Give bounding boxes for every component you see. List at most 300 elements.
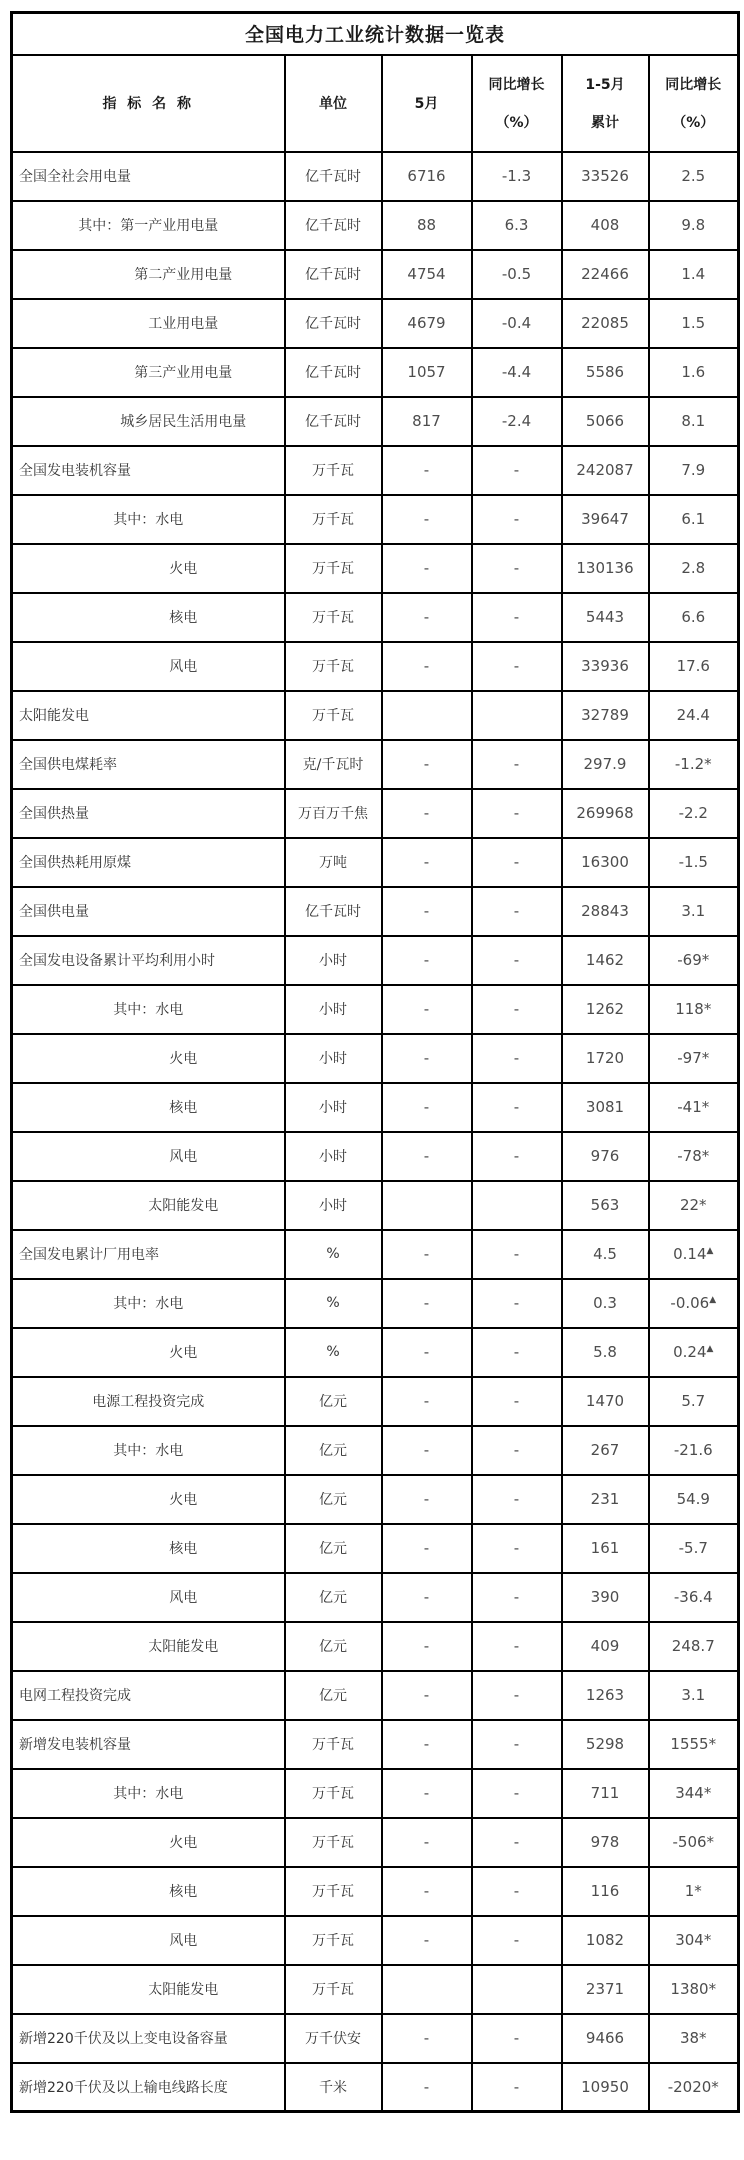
column-header-row (12, 55, 739, 152)
may-value-cell: 1057 (382, 348, 472, 397)
cumulative-value-cell: 116 (562, 1867, 649, 1916)
may-value-cell: - (382, 887, 472, 936)
may-value-cell: - (382, 2063, 472, 2112)
may-value-cell: - (382, 838, 472, 887)
cumulative-yoy-cell: 1.6 (649, 348, 739, 397)
cumulative-value-cell: 33936 (562, 642, 649, 691)
may-value-cell (382, 1181, 472, 1230)
cumulative-value-cell: 9466 (562, 2014, 649, 2063)
table-row (12, 2063, 739, 2112)
unit-cell: 亿元 (285, 1475, 382, 1524)
unit-cell: 亿千瓦时 (285, 887, 382, 936)
table-row (12, 1916, 739, 1965)
unit-cell: 亿千瓦时 (285, 348, 382, 397)
cumulative-value-cell: 33526 (562, 152, 649, 201)
col-header-indicator: 指 标 名 称 (12, 55, 285, 152)
may-yoy-cell: 6.3 (472, 201, 562, 250)
may-value-cell: - (382, 1083, 472, 1132)
indicator-cell: 新增220千伏及以上变电设备容量 (12, 2014, 285, 2063)
cumulative-yoy-cell: 7.9 (649, 446, 739, 495)
cumulative-yoy-cell: -21.6 (649, 1426, 739, 1475)
col-header-cumulative-yoy-line2: （%） (672, 115, 715, 132)
may-yoy-cell: - (472, 1867, 562, 1916)
may-value-cell: - (382, 495, 472, 544)
may-value-cell: - (382, 1279, 472, 1328)
table-row (12, 985, 739, 1034)
indicator-cell: 电网工程投资完成 (12, 1671, 285, 1720)
unit-cell: 亿元 (285, 1573, 382, 1622)
cumulative-yoy-cell: -0.06▲ (649, 1279, 739, 1328)
may-value-cell: 817 (382, 397, 472, 446)
indicator-cell: 风电 (12, 1916, 285, 1965)
may-yoy-cell: - (472, 1916, 562, 1965)
may-yoy-cell: - (472, 1328, 562, 1377)
may-value-cell: - (382, 593, 472, 642)
cumulative-yoy-cell: 17.6 (649, 642, 739, 691)
may-yoy-cell: - (472, 1034, 562, 1083)
cumulative-yoy-cell: 3.1 (649, 1671, 739, 1720)
table-row (12, 1671, 739, 1720)
may-value-cell: - (382, 985, 472, 1034)
col-header-cumulative-yoy-line1: 同比增长 (665, 76, 722, 93)
cumulative-value-cell: 22085 (562, 299, 649, 348)
statistics-table (10, 11, 740, 2113)
cumulative-value-cell: 297.9 (562, 740, 649, 789)
cumulative-value-cell: 976 (562, 1132, 649, 1181)
may-yoy-cell: - (472, 1230, 562, 1279)
may-yoy-cell: - (472, 1671, 562, 1720)
indicator-cell: 风电 (12, 1132, 285, 1181)
may-yoy-cell: - (472, 1132, 562, 1181)
may-value-cell (382, 1965, 472, 2014)
table-row (12, 152, 739, 201)
unit-cell: 亿千瓦时 (285, 397, 382, 446)
indicator-cell: 火电 (12, 1034, 285, 1083)
indicator-cell: 火电 (12, 544, 285, 593)
indicator-cell: 其中：水电 (12, 1769, 285, 1818)
unit-cell: 万千瓦 (285, 593, 382, 642)
table-row (12, 1083, 739, 1132)
may-value-cell: - (382, 1426, 472, 1475)
indicator-cell: 新增220千伏及以上输电线路长度 (12, 2063, 285, 2112)
cumulative-value-cell: 1462 (562, 936, 649, 985)
indicator-cell: 其中：水电 (12, 1426, 285, 1475)
cumulative-value-cell: 39647 (562, 495, 649, 544)
table-row (12, 201, 739, 250)
table-row (12, 299, 739, 348)
may-yoy-cell: - (472, 495, 562, 544)
indicator-cell: 第三产业用电量 (12, 348, 285, 397)
unit-cell: 万千瓦 (285, 1867, 382, 1916)
may-value-cell: 6716 (382, 152, 472, 201)
cumulative-yoy-cell: 304* (649, 1916, 739, 1965)
up-triangle-marker: ▲ (706, 1344, 714, 1354)
cumulative-yoy-cell: -5.7 (649, 1524, 739, 1573)
may-value-cell: - (382, 1328, 472, 1377)
may-yoy-cell: - (472, 1475, 562, 1524)
indicator-cell: 核电 (12, 1867, 285, 1916)
col-header-cumulative-line1: 1-5月 (585, 76, 625, 93)
col-header-unit: 单位 (285, 55, 382, 152)
cumulative-yoy-cell: 9.8 (649, 201, 739, 250)
cumulative-yoy-cell: 248.7 (649, 1622, 739, 1671)
cumulative-yoy-cell: 54.9 (649, 1475, 739, 1524)
unit-cell: % (285, 1328, 382, 1377)
indicator-cell: 新增发电装机容量 (12, 1720, 285, 1769)
unit-cell: 万千瓦 (285, 1818, 382, 1867)
may-value-cell: - (382, 789, 472, 838)
page-title: 全国电力工业统计数据一览表 (12, 13, 739, 55)
cumulative-yoy-cell: 22* (649, 1181, 739, 1230)
cumulative-yoy-cell: 3.1 (649, 887, 739, 936)
cumulative-yoy-cell: 38* (649, 2014, 739, 2063)
unit-cell: 万千瓦 (285, 1916, 382, 1965)
may-value-cell (382, 691, 472, 740)
indicator-cell: 全国发电装机容量 (12, 446, 285, 495)
may-value-cell: - (382, 1671, 472, 1720)
indicator-cell: 风电 (12, 642, 285, 691)
cumulative-value-cell: 1262 (562, 985, 649, 1034)
cumulative-yoy-cell: 24.4 (649, 691, 739, 740)
col-header-may-yoy-line2: （%） (495, 115, 538, 132)
unit-cell: 克/千瓦时 (285, 740, 382, 789)
cumulative-value-cell: 269968 (562, 789, 649, 838)
cumulative-value-cell: 1470 (562, 1377, 649, 1426)
unit-cell: 亿千瓦时 (285, 152, 382, 201)
may-yoy-cell: - (472, 936, 562, 985)
cumulative-yoy-cell: 5.7 (649, 1377, 739, 1426)
may-value-cell: - (382, 1230, 472, 1279)
cumulative-yoy-cell: -2.2 (649, 789, 739, 838)
title-row (12, 13, 739, 55)
may-value-cell: - (382, 1377, 472, 1426)
cumulative-value-cell: 1082 (562, 1916, 649, 1965)
cumulative-value-cell: 5586 (562, 348, 649, 397)
unit-cell: 亿千瓦时 (285, 201, 382, 250)
cumulative-value-cell: 161 (562, 1524, 649, 1573)
unit-cell: 万千瓦 (285, 446, 382, 495)
may-yoy-cell: - (472, 1769, 562, 1818)
unit-cell: 千米 (285, 2063, 382, 2112)
may-value-cell: - (382, 446, 472, 495)
cumulative-yoy-cell: 118* (649, 985, 739, 1034)
indicator-cell: 风电 (12, 1573, 285, 1622)
cumulative-value-cell: 390 (562, 1573, 649, 1622)
indicator-cell: 其中：水电 (12, 495, 285, 544)
table-row (12, 838, 739, 887)
cumulative-yoy-cell: -36.4 (649, 1573, 739, 1622)
table-row (12, 1475, 739, 1524)
indicator-cell: 核电 (12, 593, 285, 642)
cumulative-yoy-cell: -97* (649, 1034, 739, 1083)
cumulative-yoy-cell: 2.8 (649, 544, 739, 593)
cumulative-yoy-cell: 6.6 (649, 593, 739, 642)
indicator-cell: 火电 (12, 1328, 285, 1377)
cumulative-value-cell: 5443 (562, 593, 649, 642)
table-row (12, 593, 739, 642)
table-row (12, 642, 739, 691)
cumulative-value-cell: 1720 (562, 1034, 649, 1083)
table-row (12, 936, 739, 985)
cumulative-yoy-cell: 1.4 (649, 250, 739, 299)
indicator-cell: 工业用电量 (12, 299, 285, 348)
may-value-cell: - (382, 1622, 472, 1671)
indicator-cell: 全国供电量 (12, 887, 285, 936)
may-yoy-cell (472, 1181, 562, 1230)
col-header-may-yoy (472, 55, 562, 152)
indicator-cell: 太阳能发电 (12, 691, 285, 740)
table-row (12, 1328, 739, 1377)
may-yoy-cell: - (472, 887, 562, 936)
cumulative-yoy-cell: 1.5 (649, 299, 739, 348)
unit-cell: % (285, 1230, 382, 1279)
unit-cell: 亿元 (285, 1426, 382, 1475)
cumulative-yoy-cell: -1.2* (649, 740, 739, 789)
may-yoy-cell: - (472, 642, 562, 691)
may-yoy-cell: - (472, 838, 562, 887)
indicator-cell: 全国供电煤耗率 (12, 740, 285, 789)
cumulative-yoy-cell: 1380* (649, 1965, 739, 2014)
table-row (12, 348, 739, 397)
may-yoy-cell: - (472, 1818, 562, 1867)
unit-cell: 小时 (285, 1083, 382, 1132)
may-value-cell: - (382, 1916, 472, 1965)
may-yoy-cell: -4.4 (472, 348, 562, 397)
may-yoy-cell: - (472, 2063, 562, 2112)
indicator-cell: 核电 (12, 1083, 285, 1132)
unit-cell: 万千瓦 (285, 544, 382, 593)
cumulative-value-cell: 242087 (562, 446, 649, 495)
cumulative-yoy-cell: -506* (649, 1818, 739, 1867)
cumulative-value-cell: 2371 (562, 1965, 649, 2014)
may-yoy-cell: - (472, 1377, 562, 1426)
cumulative-value-cell: 16300 (562, 838, 649, 887)
indicator-cell: 其中：水电 (12, 985, 285, 1034)
unit-cell: 亿千瓦时 (285, 250, 382, 299)
indicator-cell: 第二产业用电量 (12, 250, 285, 299)
unit-cell: 亿千瓦时 (285, 299, 382, 348)
may-value-cell: - (382, 1524, 472, 1573)
table-row (12, 1573, 739, 1622)
may-yoy-cell: - (472, 740, 562, 789)
unit-cell: 万千瓦 (285, 642, 382, 691)
cumulative-value-cell: 28843 (562, 887, 649, 936)
cumulative-value-cell: 231 (562, 1475, 649, 1524)
table-row (12, 1769, 739, 1818)
indicator-cell: 火电 (12, 1475, 285, 1524)
table-row (12, 1965, 739, 2014)
may-value-cell: - (382, 1573, 472, 1622)
table-row (12, 1818, 739, 1867)
table-row (12, 1720, 739, 1769)
may-value-cell: - (382, 1720, 472, 1769)
unit-cell: 万百万千焦 (285, 789, 382, 838)
may-value-cell: 4679 (382, 299, 472, 348)
cumulative-yoy-cell: 6.1 (649, 495, 739, 544)
may-value-cell: - (382, 740, 472, 789)
unit-cell: % (285, 1279, 382, 1328)
indicator-cell: 太阳能发电 (12, 1181, 285, 1230)
unit-cell: 小时 (285, 936, 382, 985)
unit-cell: 万吨 (285, 838, 382, 887)
table-row (12, 397, 739, 446)
unit-cell: 亿元 (285, 1524, 382, 1573)
table-row (12, 2014, 739, 2063)
cumulative-yoy-cell: -69* (649, 936, 739, 985)
may-yoy-cell: - (472, 789, 562, 838)
cumulative-value-cell: 1263 (562, 1671, 649, 1720)
may-value-cell: - (382, 936, 472, 985)
table-row (12, 1279, 739, 1328)
indicator-cell: 全国发电累计厂用电率 (12, 1230, 285, 1279)
may-yoy-cell: - (472, 1279, 562, 1328)
table-row (12, 1181, 739, 1230)
table-row (12, 495, 739, 544)
indicator-cell: 全国供热耗用原煤 (12, 838, 285, 887)
may-yoy-cell: -2.4 (472, 397, 562, 446)
indicator-cell: 其中：第一产业用电量 (12, 201, 285, 250)
unit-cell: 亿元 (285, 1377, 382, 1426)
cumulative-yoy-cell: 344* (649, 1769, 739, 1818)
col-header-may: 5月 (382, 55, 472, 152)
may-yoy-cell: - (472, 1573, 562, 1622)
col-header-cumulative-line2: 累计 (591, 115, 619, 132)
may-value-cell: 88 (382, 201, 472, 250)
may-yoy-cell: - (472, 446, 562, 495)
may-yoy-cell: -0.4 (472, 299, 562, 348)
table-row (12, 1867, 739, 1916)
cumulative-value-cell: 130136 (562, 544, 649, 593)
may-yoy-cell: - (472, 1083, 562, 1132)
may-yoy-cell (472, 691, 562, 740)
may-yoy-cell: - (472, 1622, 562, 1671)
unit-cell: 万千瓦 (285, 1965, 382, 2014)
indicator-cell: 全国供热量 (12, 789, 285, 838)
unit-cell: 小时 (285, 1181, 382, 1230)
may-yoy-cell: - (472, 1524, 562, 1573)
may-yoy-cell (472, 1965, 562, 2014)
table-row (12, 1426, 739, 1475)
indicator-cell: 全国发电设备累计平均利用小时 (12, 936, 285, 985)
table-row (12, 250, 739, 299)
up-triangle-marker: ▲ (709, 1295, 717, 1305)
unit-cell: 小时 (285, 985, 382, 1034)
may-value-cell: - (382, 1818, 472, 1867)
col-header-cumulative (562, 55, 649, 152)
cumulative-value-cell: 32789 (562, 691, 649, 740)
cumulative-yoy-cell: -2020* (649, 2063, 739, 2112)
may-value-cell: - (382, 1132, 472, 1181)
cumulative-value-cell: 5066 (562, 397, 649, 446)
indicator-cell: 太阳能发电 (12, 1622, 285, 1671)
cumulative-yoy-cell: 2.5 (649, 152, 739, 201)
unit-cell: 万千瓦 (285, 495, 382, 544)
indicator-cell: 全国全社会用电量 (12, 152, 285, 201)
may-yoy-cell: - (472, 1426, 562, 1475)
may-yoy-cell: - (472, 1720, 562, 1769)
table-row (12, 1622, 739, 1671)
table-row (12, 691, 739, 740)
table-row (12, 887, 739, 936)
table-row (12, 740, 739, 789)
cumulative-yoy-cell: 0.24▲ (649, 1328, 739, 1377)
table-row (12, 446, 739, 495)
indicator-cell: 电源工程投资完成 (12, 1377, 285, 1426)
unit-cell: 小时 (285, 1132, 382, 1181)
cumulative-yoy-cell: 0.14▲ (649, 1230, 739, 1279)
cumulative-value-cell: 409 (562, 1622, 649, 1671)
table-row (12, 1377, 739, 1426)
may-yoy-cell: -0.5 (472, 250, 562, 299)
col-header-may-yoy-line1: 同比增长 (488, 76, 545, 93)
cumulative-yoy-cell: 1* (649, 1867, 739, 1916)
indicator-cell: 其中：水电 (12, 1279, 285, 1328)
cumulative-value-cell: 10950 (562, 2063, 649, 2112)
table-row (12, 1132, 739, 1181)
cumulative-value-cell: 22466 (562, 250, 649, 299)
unit-cell: 万千瓦 (285, 691, 382, 740)
table-row (12, 1230, 739, 1279)
cumulative-value-cell: 3081 (562, 1083, 649, 1132)
may-value-cell: - (382, 2014, 472, 2063)
cumulative-value-cell: 978 (562, 1818, 649, 1867)
may-yoy-cell: - (472, 2014, 562, 2063)
may-value-cell: - (382, 1475, 472, 1524)
may-value-cell: - (382, 1867, 472, 1916)
table-row (12, 544, 739, 593)
cumulative-value-cell: 4.5 (562, 1230, 649, 1279)
may-value-cell: - (382, 544, 472, 593)
may-value-cell: 4754 (382, 250, 472, 299)
col-header-cumulative-yoy (649, 55, 739, 152)
cumulative-value-cell: 5298 (562, 1720, 649, 1769)
may-value-cell: - (382, 642, 472, 691)
cumulative-value-cell: 563 (562, 1181, 649, 1230)
cumulative-value-cell: 408 (562, 201, 649, 250)
cumulative-yoy-cell: -1.5 (649, 838, 739, 887)
cumulative-yoy-cell: 1555* (649, 1720, 739, 1769)
unit-cell: 万千伏安 (285, 2014, 382, 2063)
cumulative-value-cell: 267 (562, 1426, 649, 1475)
unit-cell: 小时 (285, 1034, 382, 1083)
table-row (12, 1034, 739, 1083)
may-yoy-cell: - (472, 544, 562, 593)
indicator-cell: 火电 (12, 1818, 285, 1867)
indicator-cell: 城乡居民生活用电量 (12, 397, 285, 446)
cumulative-value-cell: 5.8 (562, 1328, 649, 1377)
may-yoy-cell: -1.3 (472, 152, 562, 201)
may-yoy-cell: - (472, 593, 562, 642)
may-value-cell: - (382, 1034, 472, 1083)
cumulative-value-cell: 0.3 (562, 1279, 649, 1328)
table-row (12, 789, 739, 838)
cumulative-yoy-cell: -78* (649, 1132, 739, 1181)
indicator-cell: 太阳能发电 (12, 1965, 285, 2014)
unit-cell: 亿元 (285, 1622, 382, 1671)
unit-cell: 万千瓦 (285, 1769, 382, 1818)
unit-cell: 万千瓦 (285, 1720, 382, 1769)
cumulative-value-cell: 711 (562, 1769, 649, 1818)
indicator-cell: 核电 (12, 1524, 285, 1573)
unit-cell: 亿元 (285, 1671, 382, 1720)
cumulative-yoy-cell: -41* (649, 1083, 739, 1132)
may-value-cell: - (382, 1769, 472, 1818)
table-body (12, 152, 739, 2112)
table-row (12, 1524, 739, 1573)
cumulative-yoy-cell: 8.1 (649, 397, 739, 446)
may-yoy-cell: - (472, 985, 562, 1034)
up-triangle-marker: ▲ (706, 1246, 714, 1256)
